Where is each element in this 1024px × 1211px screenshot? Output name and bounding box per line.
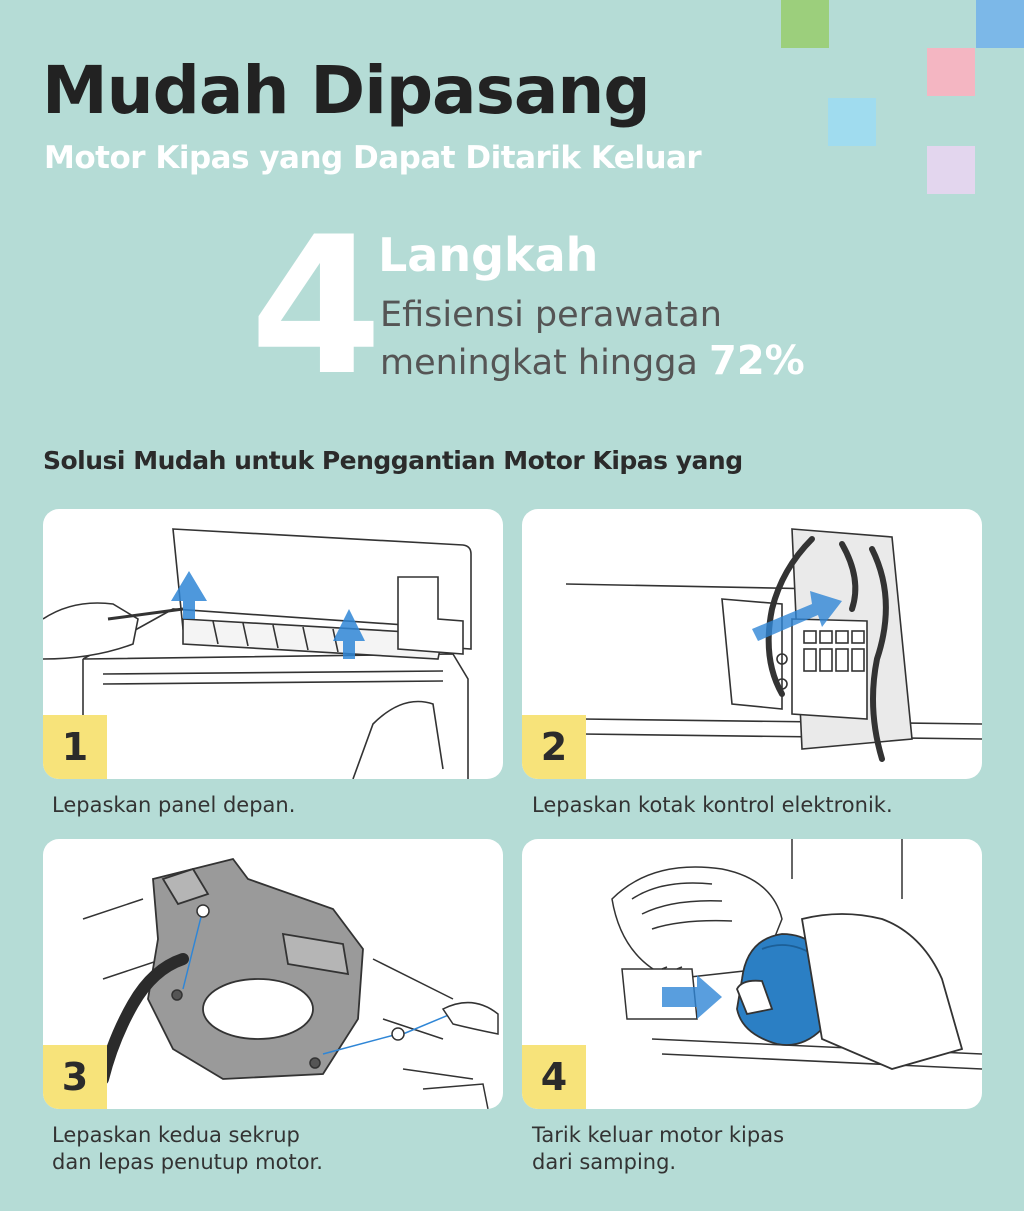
step-badge-3: 3 <box>43 1045 107 1109</box>
step-card-2 <box>522 509 982 779</box>
step-caption-2-line-1: Lepaskan kotak kontrol elektronik. <box>532 793 893 817</box>
decor-square-pink <box>927 48 975 96</box>
decor-square-lavender <box>927 146 975 194</box>
highlight-number: 4 <box>250 196 379 417</box>
motor-cover-screws-illustration <box>43 839 503 1109</box>
step-badge-2: 2 <box>522 715 586 779</box>
step-caption-3 <box>52 1122 323 1176</box>
step-badge-1: 1 <box>43 715 107 779</box>
description-line-2-text: meningkat hingga <box>380 343 698 383</box>
step-caption-1-line-1: Lepaskan panel depan. <box>52 793 296 817</box>
percentage-value: 72% <box>709 338 805 384</box>
decor-square-green <box>781 0 829 48</box>
step-card-3 <box>43 839 503 1109</box>
highlight-description <box>380 292 805 386</box>
step-caption-3-line-1: Lepaskan kedua sekrup <box>52 1123 300 1147</box>
step-caption-4 <box>532 1122 784 1176</box>
step-caption-3-line-2: dan lepas penutup motor. <box>52 1150 323 1174</box>
step-caption-1 <box>52 792 295 819</box>
step-caption-2 <box>532 792 893 819</box>
section-heading: Solusi Mudah untuk Penggantian Motor Kipas yang <box>43 446 743 475</box>
decor-square-cyan <box>828 98 876 146</box>
fan-motor-pull-out-illustration <box>522 839 982 1109</box>
step-card-1 <box>43 509 503 779</box>
highlight-label: Langkah <box>378 228 599 282</box>
page-title: Mudah Dipasang <box>42 52 650 129</box>
decor-square-blue <box>976 0 1024 48</box>
step-badge-4: 4 <box>522 1045 586 1109</box>
front-panel-removal-illustration <box>43 509 503 779</box>
page-subtitle: Motor Kipas yang Dapat Ditarik Keluar <box>44 140 702 176</box>
step-caption-4-line-2: dari samping. <box>532 1150 677 1174</box>
description-line-1: Efisiensi perawatan <box>380 295 722 335</box>
step-card-4 <box>522 839 982 1109</box>
description-line-2 <box>380 338 805 386</box>
step-caption-4-line-1: Tarik keluar motor kipas <box>532 1123 785 1147</box>
control-box-removal-illustration <box>522 509 982 779</box>
